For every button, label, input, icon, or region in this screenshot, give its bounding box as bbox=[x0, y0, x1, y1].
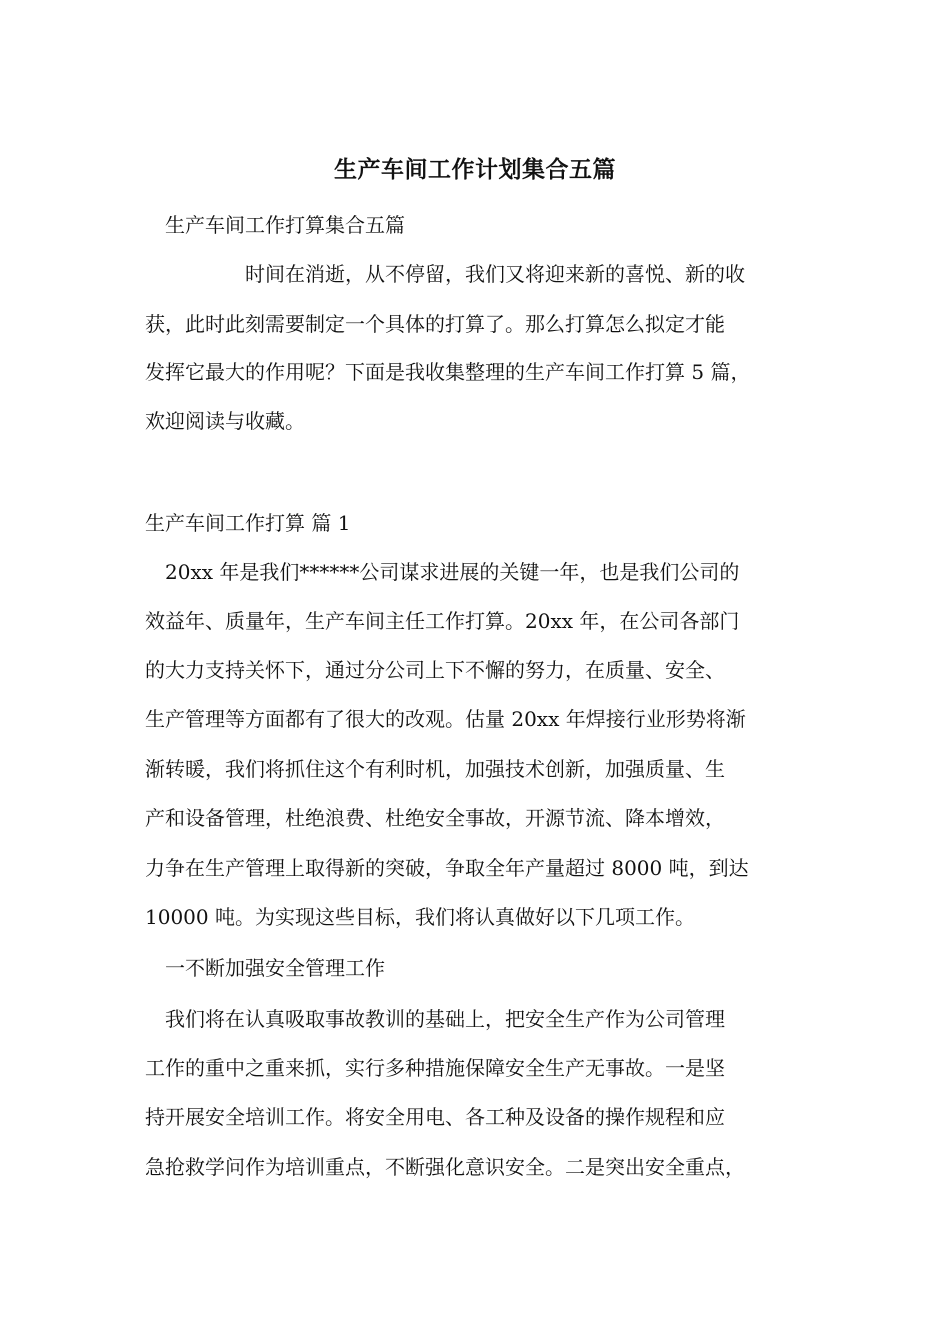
intro-line-4: 欢迎阅读与收藏。 bbox=[145, 409, 305, 433]
section-1-line-2: 效益年、质量年，生产车间主任工作打算。20xx 年，在公司各部门 bbox=[145, 609, 740, 633]
safety-line-3: 持开展安全培训工作。将安全用电、各工种及设备的操作规程和应 bbox=[145, 1105, 725, 1129]
section-1-line-5: 渐转暖，我们将抓住这个有利时机，加强技术创新，加强质量、生 bbox=[145, 757, 725, 781]
section-1-heading: 生产车间工作打算 篇 1 bbox=[145, 511, 351, 535]
intro-line-1: 时间在消逝，从不停留，我们又将迎来新的喜悦、新的收 bbox=[245, 262, 745, 286]
section-1-line-7: 力争在生产管理上取得新的突破，争取全年产量超过 8000 吨，到达 bbox=[145, 856, 749, 880]
sub-heading-safety: 一不断加强安全管理工作 bbox=[165, 956, 385, 980]
safety-line-2: 工作的重中之重来抓，实行多种措施保障安全生产无事故。一是坚 bbox=[145, 1056, 725, 1080]
intro-line-2: 获，此时此刻需要制定一个具体的打算了。那么打算怎么拟定才能 bbox=[145, 312, 725, 336]
section-1-line-4: 生产管理等方面都有了很大的改观。估量 20xx 年焊接行业形势将渐 bbox=[145, 707, 746, 731]
safety-line-1: 我们将在认真吸取事故教训的基础上，把安全生产作为公司管理 bbox=[165, 1007, 725, 1031]
section-1-line-8: 10000 吨。为实现这些目标，我们将认真做好以下几项工作。 bbox=[145, 905, 695, 929]
section-1-line-3: 的大力支持关怀下，通过分公司上下不懈的努力，在质量、安全、 bbox=[145, 658, 725, 682]
section-1-line-1: 20xx 年是我们******公司谋求进展的关键一年，也是我们公司的 bbox=[165, 560, 740, 584]
document-subtitle: 生产车间工作打算集合五篇 bbox=[165, 213, 405, 237]
safety-line-4: 急抢救学问作为培训重点，不断强化意识安全。二是突出安全重点， bbox=[145, 1155, 745, 1179]
intro-line-3: 发挥它最大的作用呢？下面是我收集整理的生产车间工作打算 5 篇， bbox=[145, 360, 751, 384]
section-1-line-6: 产和设备管理，杜绝浪费、杜绝安全事故，开源节流、降本增效， bbox=[145, 806, 725, 830]
document-title: 生产车间工作计划集合五篇 bbox=[334, 157, 616, 183]
